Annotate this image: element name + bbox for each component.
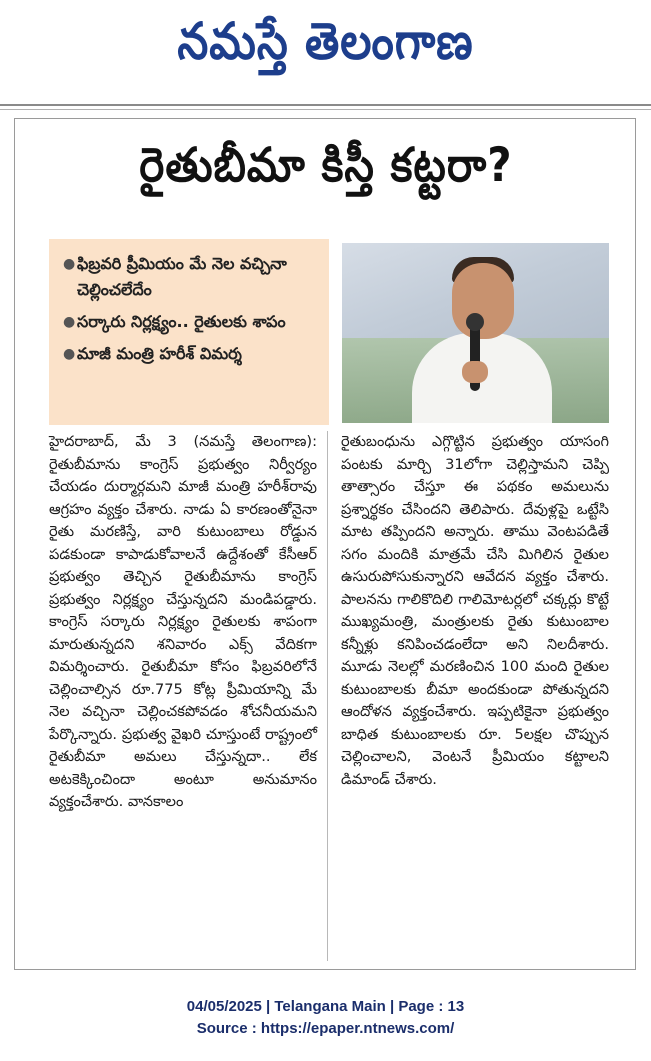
photo-person-hand bbox=[462, 361, 488, 383]
article-headline: రైతుబీమా కిస్తీ కట్టరా? bbox=[139, 137, 513, 193]
highlight-text: ఫిబ్రవరి ప్రీమియం మే నెల వచ్చినా చెల్లించలేదేం bbox=[77, 254, 287, 299]
article-photo bbox=[342, 243, 609, 423]
footer-source: Source : https://epaper.ntnews.com/ bbox=[196, 1020, 455, 1037]
masthead-divider-thin bbox=[0, 109, 651, 110]
highlight-text: మాజీ మంత్రి హరీశ్ విమర్శ bbox=[77, 344, 242, 363]
masthead bbox=[0, 0, 651, 96]
news-article bbox=[14, 118, 636, 970]
column-divider bbox=[327, 431, 328, 961]
microphone-head-icon bbox=[466, 313, 484, 331]
footer-date-page: 04/05/2025 | Telangana Main | Page : 13 bbox=[186, 998, 465, 1015]
bullet-icon: ● bbox=[63, 346, 76, 362]
highlights-box bbox=[49, 239, 329, 425]
article-body-left-column: హైదరాబాద్, మే 3 (నమస్తే తెలంగాణ): రైతుబీమాను కాంగ్రెస్ ప్రభుత్వం నిర్వీర్యం చేయడం దుర్మార్గమని మాజీ మంత్రి హరీశ్‌రావు ఆగ్రహం వ్యక్తం చేశారు. నాడు ఏ కారణంతోనైనా రైతు మరణిస్తే, వారి కుటుంబాలు రోడ్డున పడకుండా కాపాడుకోవాలనే ఉద్దేశంతో కేసీఆర్ ప్రభుత్వం తెచ్చిన రైతుబీమాను కాంగ్రెస్ ప్రభుత్వం నిర్లక్ష్యం చేస్తున్నదని మండిపడ్డారు. కాంగ్రెస్ సర్కారు నిర్లక్ష్యం రైతులకు శాపంగా మారుతున్నదని శనివారం ఎక్స్ వేదికగా విమర్శించారు. రైతుబీమా కోసం ఫిబ్రవరిలోనే చెల్లించాల్సిన రూ.775 కోట్ల ప్రీమియాన్ని మే నెల వచ్చినా చెల్లించకపోవడం శోచనీయమని పేర్కొన్నారు. ప్రభుత్వ వైఖరి చూస్తుంటే రాష్ట్రంలో రైతుబీమా అమలు చేస్తున్నదా.. లేక అటకెక్కించిందా అంటూ అనుమానం వ్యక్తంచేశారు. వానకాలం bbox=[49, 433, 317, 810]
highlight-item bbox=[63, 251, 321, 303]
bullet-icon: ● bbox=[63, 256, 76, 272]
article-body-right-column: రైతుబంధును ఎగ్గొట్టిన ప్రభుత్వం యాసంగి పంటకు మార్చి 31లోగా చెల్లిస్తామని చెప్పి తాత్సారం చేస్తూ ఈ పథకం అమలును ప్రశ్నార్థకం చేసిందని తెలిపారు. దేవుళ్లపై ఒట్టేసి మాట తప్పిందని అన్నారు. తాము వెంటపడితే సగం మందికి మాత్రమే చేసి మిగిలిన రైతుల ఉసురుపోసుకున్నారని ఆవేదన వ్యక్తం చేశారు. పాలనను గాలికొదిలి గాలిమోటర్లలో చక్కర్లు కొట్టే ముఖ్యమంత్రి, మంత్రులకు రైతు కుటుంబాల కన్నీళ్లు కనిపించడంలేదా అని నిలదీశారు. మూడు నెలల్లో మరణించిన 100 మంది రైతుల కుటుంబాలకు బీమా అందకుండా పోతున్నదని ఆందోళన వ్యక్తంచేశారు. ఇప్పటికైనా ప్రభుత్వం బాధిత కుటుంబాలకు రూ. 5లక్షల చొప్పున చెల్లించాలని, వెంటనే ప్రీమియం కట్టాలని డిమాండ్ చేశారు. bbox=[341, 433, 609, 788]
highlight-text: సర్కారు నిర్లక్ష్యం.. రైతులకు శాపం bbox=[77, 312, 286, 331]
masthead-divider bbox=[0, 104, 651, 106]
highlight-item bbox=[63, 341, 321, 367]
page-footer bbox=[0, 996, 651, 1040]
bullet-icon: ● bbox=[63, 314, 76, 330]
highlight-item bbox=[63, 309, 321, 335]
newspaper-logo: నమస్తే తెలంగాణ bbox=[177, 12, 474, 71]
photo-person-face bbox=[452, 263, 514, 339]
